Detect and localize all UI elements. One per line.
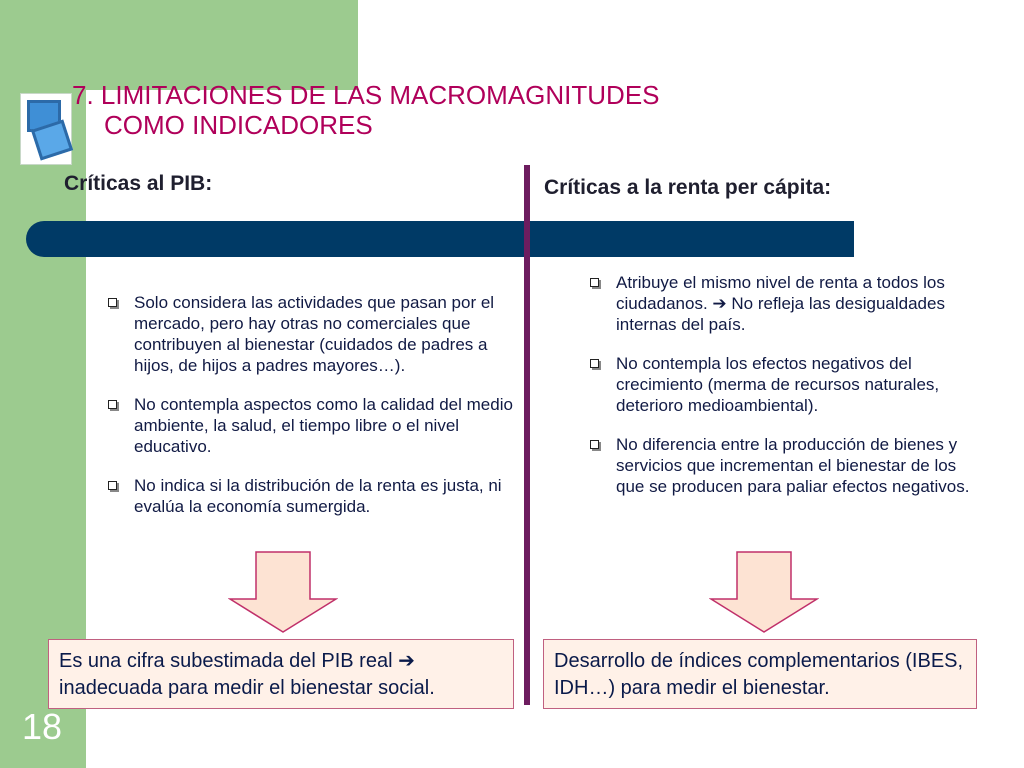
list-item: No contempla aspectos como la calidad del medio ambiente, la salud, el tiempo libre o el nivel educativo.: [104, 394, 514, 457]
down-arrow-icon: [228, 551, 338, 633]
checkbox-bullet-icon: [590, 278, 599, 287]
header-band: [26, 221, 854, 257]
column-divider: [524, 165, 530, 705]
title-line-1: 7. LIMITACIONES DE LAS MACROMAGNITUDES: [72, 80, 660, 110]
windows-logo-icon: [20, 93, 72, 165]
title-line-2: COMO INDICADORES: [104, 110, 373, 140]
checkbox-bullet-icon: [590, 359, 599, 368]
checkbox-bullet-icon: [108, 298, 117, 307]
top-green-block: [86, 0, 358, 90]
checkbox-bullet-icon: [590, 440, 599, 449]
slide-title: [72, 80, 772, 140]
list-item: Solo considera las actividades que pasan por el mercado, pero hay otras no comerciales que contribuyen al bienestar (cuidados de padres a hijos, de hijos a padres mayores…).: [104, 292, 514, 376]
right-conclusion-box: Desarrollo de índices complementarios (IBES, IDH…) para medir el bienestar.: [543, 639, 977, 709]
list-item: No indica si la distribución de la renta es justa, ni evalúa la economía sumergida.: [104, 475, 514, 517]
right-criticism-list: [586, 272, 976, 515]
list-item: No diferencia entre la producción de bienes y servicios que incrementan el bienestar de los que se producen para paliar efectos negativos.: [586, 434, 976, 497]
left-conclusion-box: Es una cifra subestimada del PIB real ➔ inadecuada para medir el bienestar social.: [48, 639, 514, 709]
checkbox-bullet-icon: [108, 400, 117, 409]
right-heading: Críticas a la renta per cápita:: [544, 176, 832, 199]
left-criticism-list: [104, 292, 514, 535]
page-number: 18: [22, 706, 63, 747]
left-heading: Críticas al PIB:: [64, 172, 213, 195]
checkbox-bullet-icon: [108, 481, 117, 490]
list-item: Atribuye el mismo nivel de renta a todos los ciudadanos. ➔ No refleja las desigualdades internas del país.: [586, 272, 976, 335]
list-item: No contempla los efectos negativos del crecimiento (merma de recursos naturales, deterioro medioambiental).: [586, 353, 976, 416]
down-arrow-icon: [709, 551, 819, 633]
